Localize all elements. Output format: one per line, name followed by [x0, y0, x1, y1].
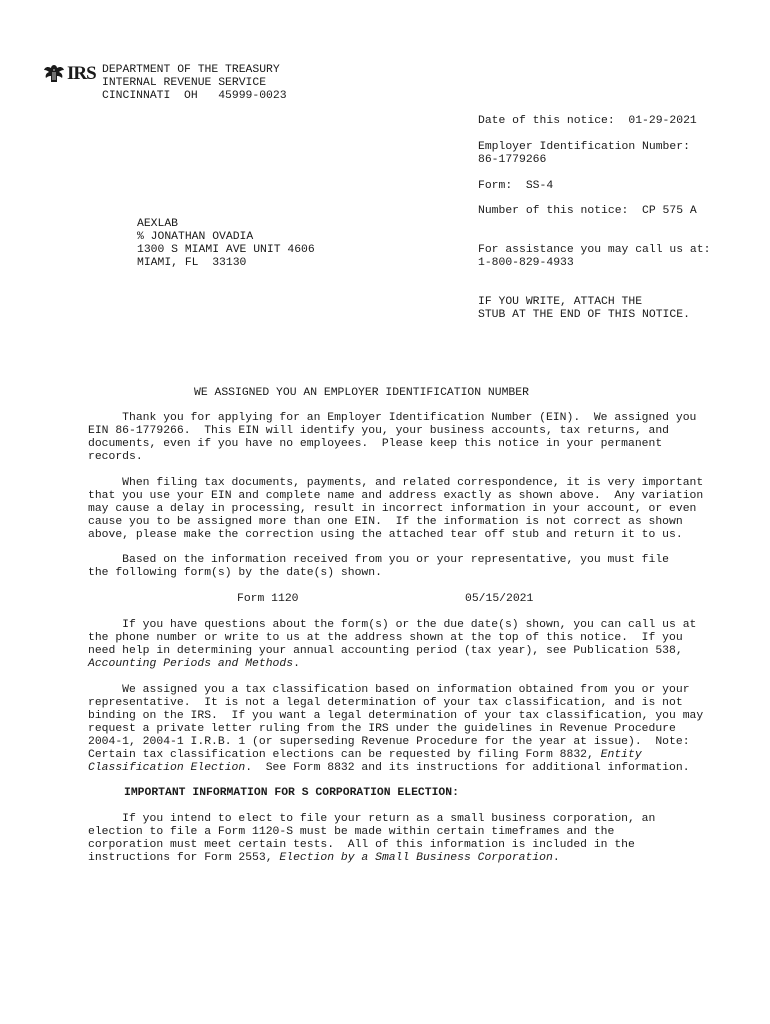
ein-label: Employer Identification Number:: [478, 141, 690, 153]
form-title: Classification Election: [88, 762, 246, 774]
paragraph-line: records.: [88, 451, 143, 463]
form-title: Entity: [600, 749, 642, 761]
paragraph-line: Based on the information received from you or your representative, you must file: [88, 554, 670, 566]
irs-logo-text: IRS: [67, 63, 96, 84]
paragraph-line: that you use your EIN and complete name and address exactly as shown above. Any variation: [88, 490, 704, 502]
form-type: Form: SS-4: [478, 180, 554, 192]
due-form-name: Form 1120: [237, 593, 299, 605]
paragraph-line: [88, 852, 738, 865]
assistance-label: For assistance you may call us at:: [478, 244, 711, 256]
paragraph-line: representative. It is not a legal determination of your tax classification, and is not: [88, 697, 683, 709]
notice-number: Number of this notice: CP 575 A: [478, 205, 697, 217]
paragraph-line: [88, 762, 738, 775]
paragraph-questions: [88, 619, 738, 671]
agency-address: [102, 64, 287, 103]
paragraph-line: If you intend to elect to file your return as a small business corporation, an: [88, 813, 656, 825]
notice-date: Date of this notice: 01-29-2021: [478, 115, 697, 127]
paragraph-forms-due: [88, 554, 738, 580]
paragraph-text: .: [293, 658, 300, 670]
paragraph-line: corporation must meet certain tests. All of this information is included in the: [88, 839, 635, 851]
s-corp-heading: IMPORTANT INFORMATION FOR S CORPORATION ELECTION:: [124, 787, 459, 799]
paragraph-line: need help in determining your annual accounting period (tax year), see Publication 538,: [88, 645, 683, 657]
paragraph-text: .: [552, 852, 560, 864]
due-form-date: 05/15/2021: [465, 593, 534, 605]
paragraph-text: Certain tax classification elections can be requested by filing Form 8832,: [88, 749, 601, 761]
paragraph-classification: [88, 684, 738, 775]
paragraph-line: Thank you for applying for an Employer Identification Number (EIN). We assigned you: [88, 412, 697, 424]
form-title: Election by a Small Business Corporation: [279, 852, 553, 864]
address-line: 1300 S MIAMI AVE UNIT 4606: [137, 244, 315, 256]
recipient-address: [137, 218, 315, 270]
publication-title: Accounting Periods and Methods: [88, 658, 294, 670]
paragraph-s-corp: [88, 813, 738, 865]
paragraph-line: binding on the IRS. If you want a legal determination of your tax classification, you may: [88, 710, 704, 722]
ein-value: 86-1779266: [478, 154, 547, 166]
paragraph-line: cause you to be assigned more than one EIN. If the information is not correct as shown: [88, 516, 683, 528]
paragraph-line: [88, 658, 738, 671]
paragraph-line: the following form(s) by the date(s) shown.: [88, 567, 382, 579]
paragraph-line: election to file a Form 1120-S must be made within certain timeframes and the: [88, 826, 615, 838]
write-instruction: STUB AT THE END OF THIS NOTICE.: [478, 309, 690, 321]
notice-heading: WE ASSIGNED YOU AN EMPLOYER IDENTIFICATION NUMBER: [194, 387, 529, 399]
paragraph-ein-assigned: [88, 412, 738, 464]
agency-line: DEPARTMENT OF THE TREASURY: [102, 64, 280, 76]
paragraph-line: documents, even if you have no employees. Please keep this notice in your permanent: [88, 438, 663, 450]
irs-logo: [43, 64, 96, 84]
write-instruction: IF YOU WRITE, ATTACH THE: [478, 296, 643, 308]
paragraph-line: When filing tax documents, payments, and related correspondence, it is very important: [88, 477, 704, 489]
paragraph-line: We assigned you a tax classification based on information obtained from you or your: [88, 684, 690, 696]
paragraph-text: instructions for Form 2553,: [88, 852, 280, 864]
paragraph-line: 2004-1, 2004-1 I.R.B. 1 (or superseding Revenue Procedure for the year at issue). Note:: [88, 736, 690, 748]
address-line: AEXLAB: [137, 218, 179, 230]
address-line: % JONATHAN OVADIA: [137, 231, 254, 243]
paragraph-line: request a private letter ruling from the IRS under the guidelines in Revenue Procedure: [88, 723, 676, 735]
paragraph-text: . See Form 8832 and its instructions for additional information.: [245, 762, 690, 774]
paragraph-line: may cause a delay in processing, result in incorrect information in your account, or even: [88, 503, 697, 515]
assistance-phone: 1-800-829-4933: [478, 257, 574, 269]
agency-line: INTERNAL REVENUE SERVICE: [102, 77, 267, 89]
paragraph-filing: [88, 477, 738, 542]
agency-line: CINCINNATI OH 45999-0023: [102, 90, 287, 102]
paragraph-line: the phone number or write to us at the address shown at the top of this notice. If you: [88, 632, 683, 644]
paragraph-line: above, please make the correction using the attached tear off stub and return it to us.: [88, 529, 683, 541]
paragraph-line: If you have questions about the form(s) or the due date(s) shown, you can call us at: [88, 619, 697, 631]
paragraph-line: EIN 86-1779266. This EIN will identify you, your business accounts, tax returns, and: [88, 425, 670, 437]
eagle-icon: [43, 64, 65, 84]
paragraph-line: [88, 749, 738, 762]
address-line: MIAMI, FL 33130: [137, 257, 247, 269]
